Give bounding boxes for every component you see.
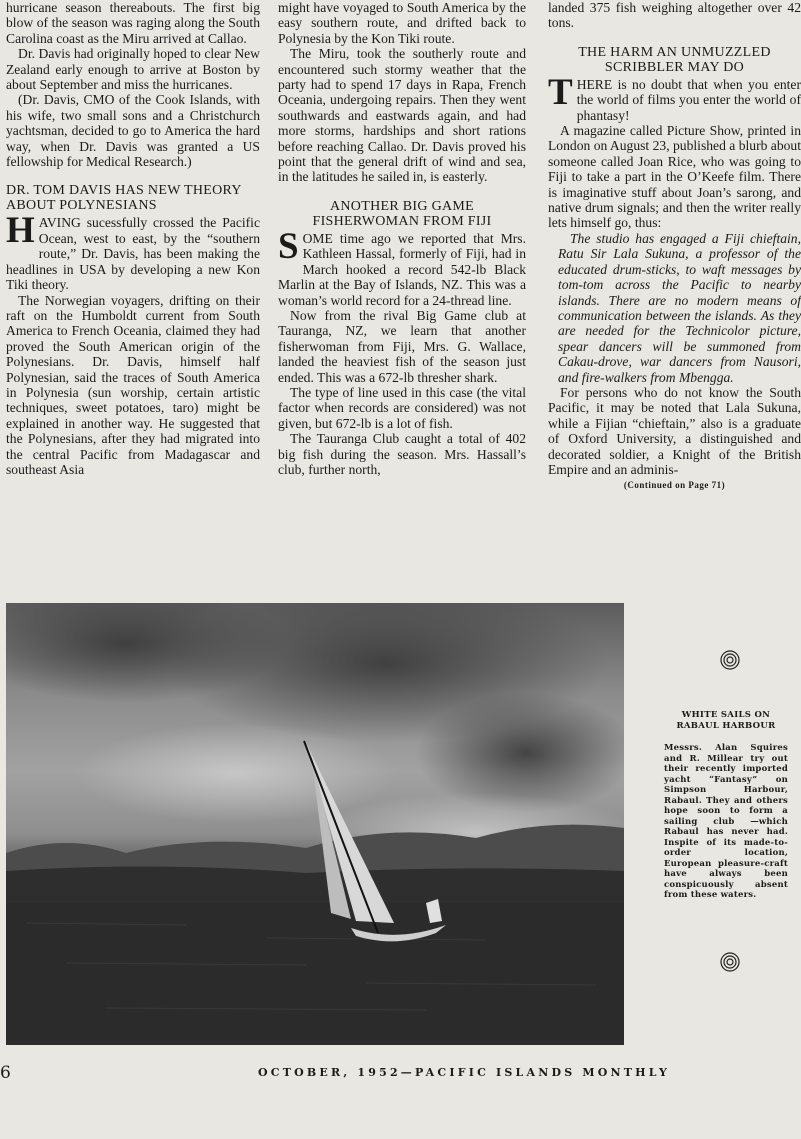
ornament-icon: [720, 952, 740, 972]
page-number: 6: [0, 1063, 11, 1083]
paragraph: SOME time ago we reported that Mrs. Kathleen Hassal, formerly of Fiji, had in March hooked a record 542-lb Black Marlin at the Bay of Islands, NZ. This was a woman’s world record for a 24-thread line.: [278, 225, 526, 308]
paragraph: THERE is no doubt that when you enter the world of films you enter the world of phantasy!: [548, 71, 801, 123]
yacht-photo: [6, 603, 624, 1045]
paragraph: might have voyaged to South America by the easy southern route, and drifted back to Polynesia by the Kon Tiki route.: [278, 0, 526, 46]
page-footer: [0, 1063, 801, 1083]
paragraph: A magazine called Picture Show, printed in London on August 23, published a blurb about someone called Joan Rice, who was going to Fiji to take a part in the O’Keefe film. There is imaginative stuff about Joan’s sarong, and native drum signals; and then the writer really lets himself go, thus:: [548, 123, 801, 231]
quote-text: The studio has engaged a Fiji chieftain, Ratu Sir Lala Sukuna, a professor of the educated drum-sticks, to waft messages by tom-tom across the Pacific to nearby islands. There are no modern means of communication between the islands. As they are needed for the Technicolor picture, spear dancers will be summoned from Cakau-drove, war dancers from Nausori, and fire-walkers from Mbengga.: [558, 230, 801, 385]
article-heading: THE HARM AN UNMUZZLED SCRIBBLER MAY DO: [578, 44, 771, 75]
caption-body: Messrs. Alan Squires and R. Millear try out their recently imported yacht “Fantasy” on Simpson Harbour, Rabaul. They and others hope soon to form a sailing club —which Rabaul has never had. Inspite of its made-to-order location, European pleasure-craft have always been conspicuously absent from these waters.: [664, 743, 788, 900]
column-2: [278, 0, 526, 477]
paragraph: The Tauranga Club caught a total of 402 big fish during the season. Mrs. Hassall’s club, further north,: [278, 431, 526, 477]
column-1: [6, 0, 260, 477]
paragraph: Now from the rival Big Game club at Tauranga, NZ, we learn that another fisherwoman from Fiji, Mrs. G. Wallace, landed the heaviest fish of the season just ended. This was a 672-lb thresher shark.: [278, 307, 526, 385]
paragraph: The Norwegian voyagers, drifting on their raft on the Humboldt current from South America to French Oceania, claimed they had proved the South American origin of the Polynesians. Dr. Davis, himself half Polynesian, said the traces of South America in Polynesia (sun worship, certain artistic techniques, sweet potatoes, taro) might be explained in another way. He suggested that the Polynesians, after they had migrated into the central Pacific from Madagascar and southeast Asia: [6, 292, 260, 477]
column-3: [548, 0, 801, 494]
drop-cap: T: [548, 71, 573, 113]
article-heading: ANOTHER BIG GAME FISHERWOMAN FROM FIJI: [312, 198, 492, 229]
article-heading: DR. TOM DAVIS HAS NEW THEORY ABOUT POLYNESIANS: [6, 183, 242, 214]
photo-image: [6, 603, 624, 1045]
photo-caption: [664, 710, 788, 901]
paragraph: (Dr. Davis, CMO of the Cook Islands, with his wife, two small sons and a Christchurch yachtsman, decided to go to America the hard way, when Dr. Davis was granted a US fellowship for Medical Research.): [6, 92, 260, 170]
paragraph: The type of line used in this case (the vital factor when records are considered) was not given, but 672-lb is a lot of fish.: [278, 384, 526, 431]
drop-cap: S: [278, 225, 299, 267]
drop-cap: H: [6, 210, 35, 252]
paragraph: HAVING sucessfully crossed the Pacific Ocean, west to east, by the “southern route,” Dr. Davis, has been making the headlines in USA by developing a new Kon Tiki theory.: [6, 210, 260, 293]
paragraph: For persons who do not know the South Pacific, it may be noted that Lala Sukuna, while a Fijian “chieftain,” also is a graduate of Oxford University, a distinguished and decorated soldier, a Knight of the British Empire and an adminis-: [548, 384, 801, 477]
ornament-icon: [720, 650, 740, 670]
paragraph: hurricane season thereabouts. The first big blow of the season was raging along the South Carolina coast as the Miru arrived at Callao.: [6, 0, 260, 46]
caption-title: WHITE SAILS ON RABAUL HARBOUR: [676, 710, 776, 731]
continued-note: (Continued on Page 71): [623, 480, 726, 491]
paragraph: Dr. Davis had originally hoped to clear New Zealand early enough to arrive at Boston by about September and miss the hurricanes.: [6, 46, 260, 93]
footer-text: OCTOBER, 1952—PACIFIC ISLANDS MONTHLY: [258, 1066, 671, 1079]
paragraph: landed 375 fish weighing altogether over 42 tons.: [548, 0, 801, 31]
block-quote: [558, 231, 801, 385]
paragraph: The Miru, took the southerly route and encountered such stormy weather that the party had to spend 17 days in Rapa, French Oceania, undergoing repairs. Then they went southwards and eastwards again, and had more storms, hardships and short rations before reaching Callao. Dr. Davis proved his point that the general drift of wind and sea, in the latitudes he sailed in, is easterly.: [278, 46, 526, 185]
